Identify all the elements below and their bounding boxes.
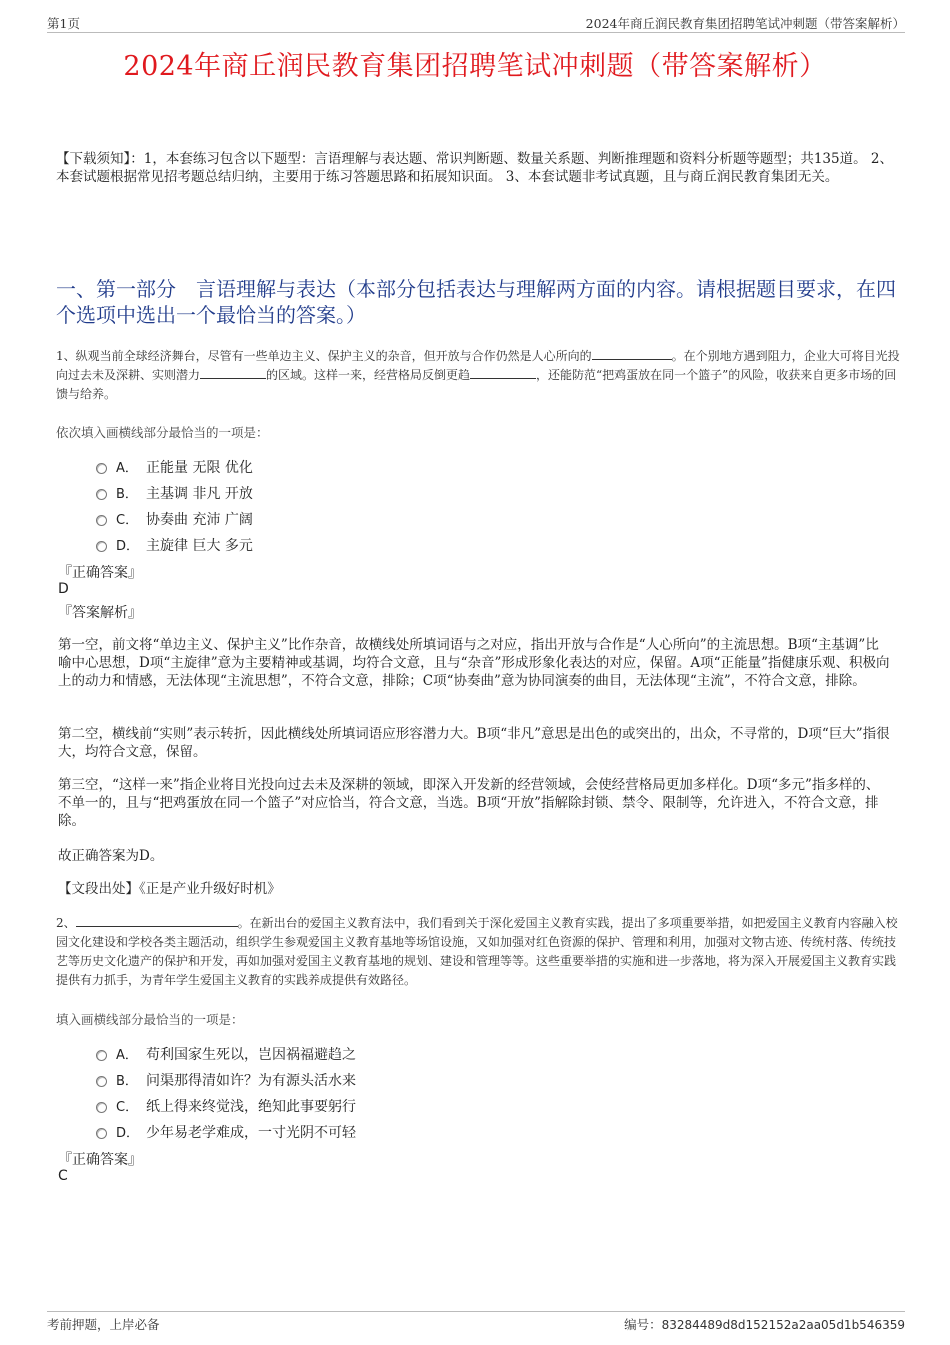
q1-option-b[interactable]: B． 主基调 非凡 开放 (96, 483, 253, 503)
q2-answer: C (58, 1168, 68, 1184)
q2-option-d[interactable]: D． 少年易老学难成，一寸光阴不可轻 (96, 1122, 356, 1142)
q2-option-a[interactable]: A． 苟利国家生死以，岂因祸福避趋之 (96, 1044, 356, 1064)
q1-analysis-paragraph: 第一空，前文将“单边主义、保护主义”比作杂音，故横线处所填词语与之对应，指出开放与合作是“人心所向”的主流思想。B项“主基调”比喻中心思想，D项“主旋律”意为主要精神或基调，均符合文意，且与“杂音”形成形象化表达的对应，保留。A项“正能量”指健康乐观、积极向上的动力和情感，无法体现“主流思想”，不符合文意，排除；C项“协奏曲”意为协同演奏的曲目，无法体现“主流”，不符合文意，排除。 (58, 637, 890, 689)
q1-analysis-paragraph: 第三空，“这样一来”指企业将目光投向过去未及深耕的领域，即深入开发新的经营领域，会使经营格局更加多样化。D项“多元”指多样的、不单一的，且与“把鸡蛋放在同一个篮子”对应恰当，符合文意，当选。B项“开放”指解除封锁、禁令、限制等，允许进入，不符合文意，排除。 (58, 777, 880, 829)
radio-icon[interactable] (96, 489, 107, 500)
question-1-prompt: 依次填入画横线部分最恰当的一项是： (56, 425, 269, 440)
blank-1 (592, 347, 672, 360)
q1-option-c[interactable]: C． 协奏曲 充沛 广阔 (96, 509, 253, 529)
q2-option-c[interactable]: C． 纸上得来终觉浅，绝知此事要躬行 (96, 1096, 356, 1116)
page-header (47, 14, 905, 33)
radio-icon[interactable] (96, 1102, 107, 1113)
q1-source: 【文段出处】《正是产业升级好时机》 (58, 881, 281, 897)
section-heading: 一、第一部分 言语理解与表达（本部分包括表达与理解两方面的内容。请根据题目要求，在四个选项中选出一个最恰当的答案。） (56, 277, 896, 327)
page-number: 第1页 (47, 16, 80, 31)
radio-icon[interactable] (96, 1050, 107, 1061)
q2-answer-label: 『正确答案』 (58, 1152, 142, 1168)
q1-answer-label: 『正确答案』 (58, 565, 142, 581)
page-footer (47, 1311, 905, 1333)
footer-code: 编号：83284489d8d152152a2aa05d1b546359 (624, 1317, 905, 1332)
q1-option-a[interactable]: A． 正能量 无限 优化 (96, 457, 253, 477)
download-notice: 【下载须知】：1，本套练习包含以下题型：言语理解与表达题、常识判断题、数量关系题、判断推理题和资料分析题等题型；共135道。 2、本套试题根据常见招考题总结归纳，主要用于练习答题思路和拓展知识面。 3、本套试题非考试真题，且与商丘润民教育集团无关。 (56, 151, 893, 185)
question-2-prompt: 填入画横线部分最恰当的一项是： (56, 1012, 244, 1027)
radio-icon[interactable] (96, 515, 107, 526)
q1-analysis-paragraph: 第二空，横线前“实则”表示转折，因此横线处所填词语应形容潜力大。B项“非凡”意思是出色的或突出的，出众，不寻常的，D项“巨大”指很大，均符合文意，保留。 (58, 726, 890, 760)
question-1-stem: 1、纵观当前全球经济舞台，尽管有一些单边主义、保护主义的杂音，但开放与合作仍然是人心所向的 。在个别地方遇到阻力，企业大可将目光投向过去未及深耕、实则潜力 的区域。这样一来，经营格局反倒更趋 ，还能防范“把鸡蛋放在同一个篮子”的风险，收获来自更多市场的回馈与给养。 (56, 349, 900, 401)
radio-icon[interactable] (96, 463, 107, 474)
blank-3 (470, 366, 536, 379)
document-title: 2024年商丘润民教育集团招聘笔试冲刺题（带答案解析） (123, 51, 827, 82)
radio-icon[interactable] (96, 1128, 107, 1139)
radio-icon[interactable] (96, 541, 107, 552)
radio-icon[interactable] (96, 1076, 107, 1087)
header-doc-title: 2024年商丘润民教育集团招聘笔试冲刺题（带答案解析） (585, 16, 905, 31)
question-2-stem: 2、 。在新出台的爱国主义教育法中，我们看到关于深化爱国主义教育实践，提出了多项重要举措，如把爱国主义教育内容融入校园文化建设和学校各类主题活动，组织学生参观爱国主义教育基地等场馆设施，又如加强对红色资源的保护、管理和利用，加强对文物古迹、传统村落、传统技艺等历史文化遗产的保护和开发，再如加强对爱国主义教育基地的规划、建设和管理等等。这些重要举措的实施和进一步落地，将为深入开展爱国主义教育实践提供有力抓手，为青年学生爱国主义教育的实践养成提供有效路径。 (56, 916, 898, 987)
q2-option-b[interactable]: B． 问渠那得清如许？为有源头活水来 (96, 1070, 356, 1090)
q1-analysis-conclusion: 故正确答案为D。 (58, 848, 164, 864)
q1-analysis-label: 『答案解析』 (58, 605, 142, 621)
q1-option-d[interactable]: D． 主旋律 巨大 多元 (96, 535, 253, 555)
q1-answer: D (58, 581, 69, 597)
blank-2 (200, 366, 266, 379)
blank-1 (76, 914, 238, 927)
footer-slogan: 考前押题，上岸必备 (47, 1317, 160, 1332)
